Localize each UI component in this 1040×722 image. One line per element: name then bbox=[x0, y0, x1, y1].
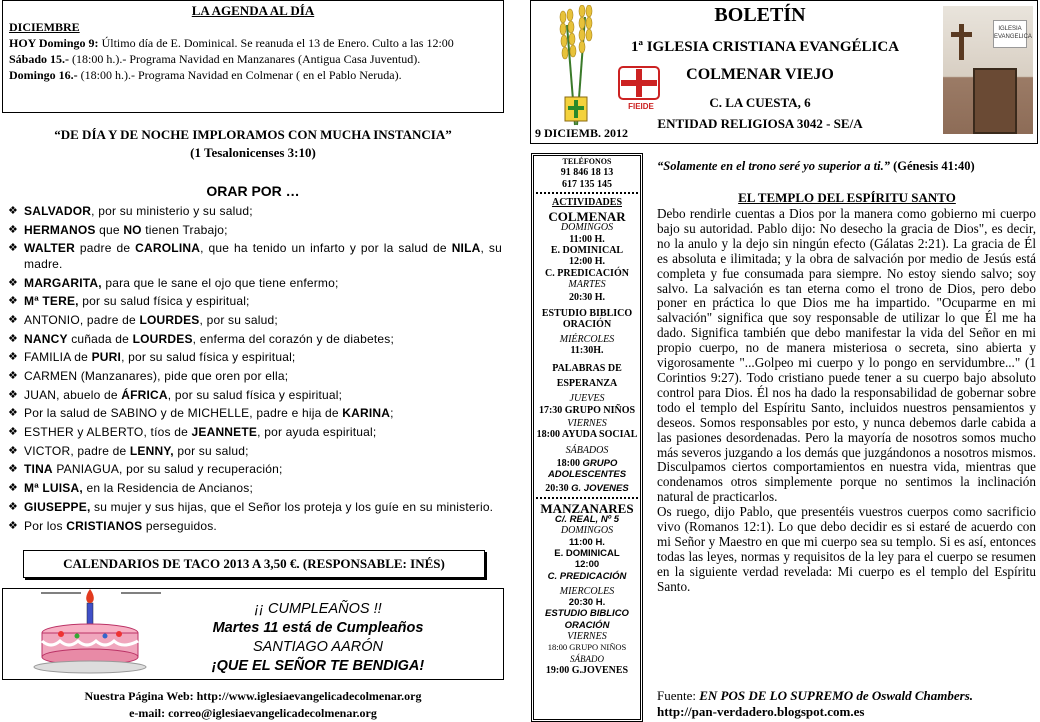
agenda-item: Sábado 15.- (18:00 h.).- Programa Navidad en Manzanares (Antigua Casa Juventud). bbox=[9, 52, 421, 66]
diamond-bullet-icon: ❖ bbox=[8, 332, 19, 345]
article-source: Fuente: EN POS DE LO SUPREMO de Oswald Chambers. http://pan-verdadero.blogspot.com.es bbox=[657, 688, 1037, 720]
diamond-bullet-icon: ❖ bbox=[8, 388, 19, 401]
prayer-item: ❖ ESTHER y ALBERTO, tíos de JEANNETE, por ayuda espiritual; bbox=[8, 425, 377, 440]
diamond-bullet-icon: ❖ bbox=[8, 463, 19, 476]
agenda-item: HOY Domingo 9: Último día de E. Dominical. Se reanuda el 13 de Enero. Culto a las 12:00 bbox=[9, 36, 454, 50]
agenda-item: Domingo 16.- (18:00 h.).- Programa Navidad en Colmenar ( en el Pablo Neruda). bbox=[9, 68, 402, 82]
church-registry: ENTIDAD RELIGIOSA 3042 - SE/A bbox=[657, 116, 863, 131]
prayer-item: ❖ TINA PANIAGUA, por su salud y recuperación; bbox=[8, 462, 283, 477]
birthday-message: ¡¡ CUMPLEAÑOS !! Martes 11 está de Cumpleaños SANTIAGO AARÓN ¡QUE EL SEÑOR TE BENDIGA! bbox=[211, 601, 425, 674]
prayer-item: ❖ CARMEN (Manzanares), pide que oren por ella; bbox=[8, 369, 289, 383]
prayer-item: ❖ ANTONIO, padre de LOURDES, por su salud; bbox=[8, 312, 278, 327]
article-title: EL TEMPLO DEL ESPÍRITU SANTO bbox=[738, 190, 956, 205]
prayer-item: ❖ Mª LUISA, en la Residencia de Ancianos; bbox=[8, 481, 254, 496]
svg-text:FIEIDE: FIEIDE bbox=[628, 102, 654, 111]
cross-icon bbox=[959, 24, 964, 60]
agenda-box bbox=[2, 0, 504, 113]
prayer-list bbox=[8, 204, 502, 537]
article-body bbox=[657, 207, 1036, 595]
prayer-item: ❖ WALTER padre de CAROLINA, que ha tenido un infarto y por la salud de NILA, su madre. bbox=[8, 241, 502, 271]
email-link[interactable]: e-mail: correo@iglesiaevangelicadecolmenar.org bbox=[129, 706, 377, 720]
church-photo: IGLESIA EVANGELICA bbox=[943, 6, 1033, 134]
phone-number: 91 846 18 13 bbox=[560, 167, 614, 179]
phone-number: 617 135 145 bbox=[562, 178, 612, 190]
article-quote: “Solamente en el trono seré yo superior a ti.” (Génesis 41:40) bbox=[657, 159, 975, 173]
boletin-title: BOLETÍN bbox=[714, 4, 806, 26]
activities-content: TELÉFONOS 91 846 18 13 617 135 145 ACTIVIDADES COLMENAR DOMINGOS 11:00 H. E. DOMINICAL 12:00 H. C. PREDICACIÓN MARTES 20:30 H. ESTUDIO BIBLICO ORACIÓN MIÉRCOLES 11:30H. PALABRAS DE ESPERANZA JUEVES 17:30 GRUPO NIÑOS VIERNES 18:00 AYUDA SOCIAL SÁBADOS 18:00 GRUPO ADOLESCENTES 20:30 G. JOVENES MANZANARES C/. REAL, Nº 5 DOMINGOS 11:00 H. E. DOMINICAL 12:00 C. PREDICACIÓN MIERCOLES 20:30 H. ESTUDIO BIBLICO ORACIÓN VIERNES 18:00 GRUPO NIÑOS SÁBADO 19:00 G.JOVENES bbox=[534, 156, 640, 676]
boletin-date: 9 DICIEMB. 2012 bbox=[535, 126, 629, 140]
diamond-bullet-icon: ❖ bbox=[8, 500, 19, 513]
verse-quote: “DE DÍA Y DE NOCHE IMPLORAMOS CON MUCHA INSTANCIA” (1 Tesalonicenses 3:10) bbox=[54, 127, 452, 160]
prayer-item: ❖ VICTOR, padre de LENNY, por su salud; bbox=[8, 443, 249, 458]
diamond-bullet-icon: ❖ bbox=[8, 426, 19, 439]
footer bbox=[2, 688, 504, 722]
diamond-bullet-icon: ❖ bbox=[8, 407, 19, 420]
diamond-bullet-icon: ❖ bbox=[8, 242, 19, 255]
agenda-month: DICIEMBRE bbox=[9, 20, 80, 34]
diamond-bullet-icon: ❖ bbox=[8, 295, 19, 308]
prayer-item: ❖ JUAN, abuelo de ÁFRICA, por su salud física y espiritual; bbox=[8, 387, 343, 402]
source-link[interactable]: http://pan-verdadero.blogspot.com.es bbox=[657, 704, 865, 719]
prayer-item: ❖ GIUSEPPE, su mujer y sus hijas, que el Señor los proteja y los guíe en su ministerio. bbox=[8, 499, 494, 514]
prayer-item: ❖ SALVADOR, por su ministerio y su salud; bbox=[8, 204, 253, 218]
article-paragraph: Debo rendirle cuentas a Dios por la manera como gobierno mi cuerpo bajo su autoridad. Pablo dijo: No desecho la gracia de Dios", es decir, no la anulo y la dejo sin ningún efecto (Gálatas 2:21). La gracia de Él es absoluta e ilimitada; y la obra de salvación por medio de Jesús está completa y fue consumada para siempre. No estoy siendo salvo; soy salvo. La salvación es tan eterna como el trono de Dios, pero debo poner en práctica lo que Dios me ha impartido. "Ocuparme en mi salvación" significa que soy responsable de utilizar lo que Él me ha dado. Significa también que debo manifestar la vida del Señor en mi propio cuerpo, no de manera misteriosa o secreta, sino abierta y vigorosamente "...Golpeo mi cuerpo y lo pongo en servidumbre..." (1 Corintios 9:27). Todo cristiano puede tener a su cuerpo bajo absoluto control para Dios. Él nos ha dado la responsabilidad de gobernar sobre todo el templo del Espíritu Santo, incluidos nuestros pensamientos y deseos. Somos responsables por esto, y nunca debemos darle cabida a las pasiones desordenadas. Pero la mayoría de nosotros somos mucho más severos juzgando a los demás que juzgándonos a nosotros mismos. Disculpamos ciertos comportamientos en nuestra vida, mientras que condenamos otros simplemente porque no sentimos la inclinación natural de practicarlos. bbox=[657, 206, 1036, 505]
diamond-bullet-icon: ❖ bbox=[8, 205, 19, 217]
prayer-item: ❖ FAMILIA de PURI, por su salud física y espiritual; bbox=[8, 350, 296, 365]
diamond-bullet-icon: ❖ bbox=[8, 482, 19, 495]
calendarios-banner: CALENDARIOS DE TACO 2013 A 3,50 €. (RESPONSABLE: INÉS) bbox=[23, 550, 485, 578]
diamond-bullet-icon: ❖ bbox=[8, 444, 19, 457]
diamond-bullet-icon: ❖ bbox=[8, 223, 19, 236]
church-name: 1ª IGLESIA CRISTIANA EVANGÉLICA bbox=[630, 39, 900, 55]
church-address: C. LA CUESTA, 6 bbox=[709, 95, 811, 110]
prayer-item: ❖ MARGARITA, para que le sane el ojo que tiene enfermo; bbox=[8, 275, 339, 290]
prayer-item: ❖ HERMANOS que NO tienen Trabajo; bbox=[8, 222, 228, 237]
agenda-title: LA AGENDA AL DÍA bbox=[191, 3, 315, 18]
prayer-item: ❖ Mª TERE, por su salud física y espiritual; bbox=[8, 294, 250, 309]
church-city: COLMENAR VIEJO bbox=[686, 66, 834, 83]
web-link[interactable]: Nuestra Página Web: http://www.iglesiaevangelicadecolmenar.org bbox=[84, 689, 422, 703]
article-paragraph: Os ruego, dijo Pablo, que presentéis vuestros cuerpos como sacrificio vivo (Romanos 12:1). Lo que debo decidir es si estaré de acuerdo con mi Señor y Maestro en que mi cuerpo sea su templo. Si es así, entonces todas las leyes, normas y requisitos de la ley para el cuerpo se resumen en la siguiente verdad revelada: Mi cuerpo es el templo del Espíritu Santo. bbox=[657, 504, 1036, 594]
diamond-bullet-icon: ❖ bbox=[8, 313, 19, 326]
prayer-item: ❖ Por los CRISTIANOS perseguidos. bbox=[8, 518, 217, 533]
diamond-bullet-icon: ❖ bbox=[8, 519, 19, 532]
prayer-item: ❖ NANCY cuñada de LOURDES, enferma del corazón y de diabetes; bbox=[8, 331, 394, 346]
diamond-bullet-icon: ❖ bbox=[8, 351, 19, 364]
diamond-bullet-icon: ❖ bbox=[8, 276, 19, 289]
diamond-bullet-icon: ❖ bbox=[8, 370, 19, 382]
prayer-item: ❖ Por la salud de SABINO y de MICHELLE, padre e hija de KARINA; bbox=[8, 406, 394, 421]
orar-title: ORAR POR … bbox=[206, 183, 300, 199]
